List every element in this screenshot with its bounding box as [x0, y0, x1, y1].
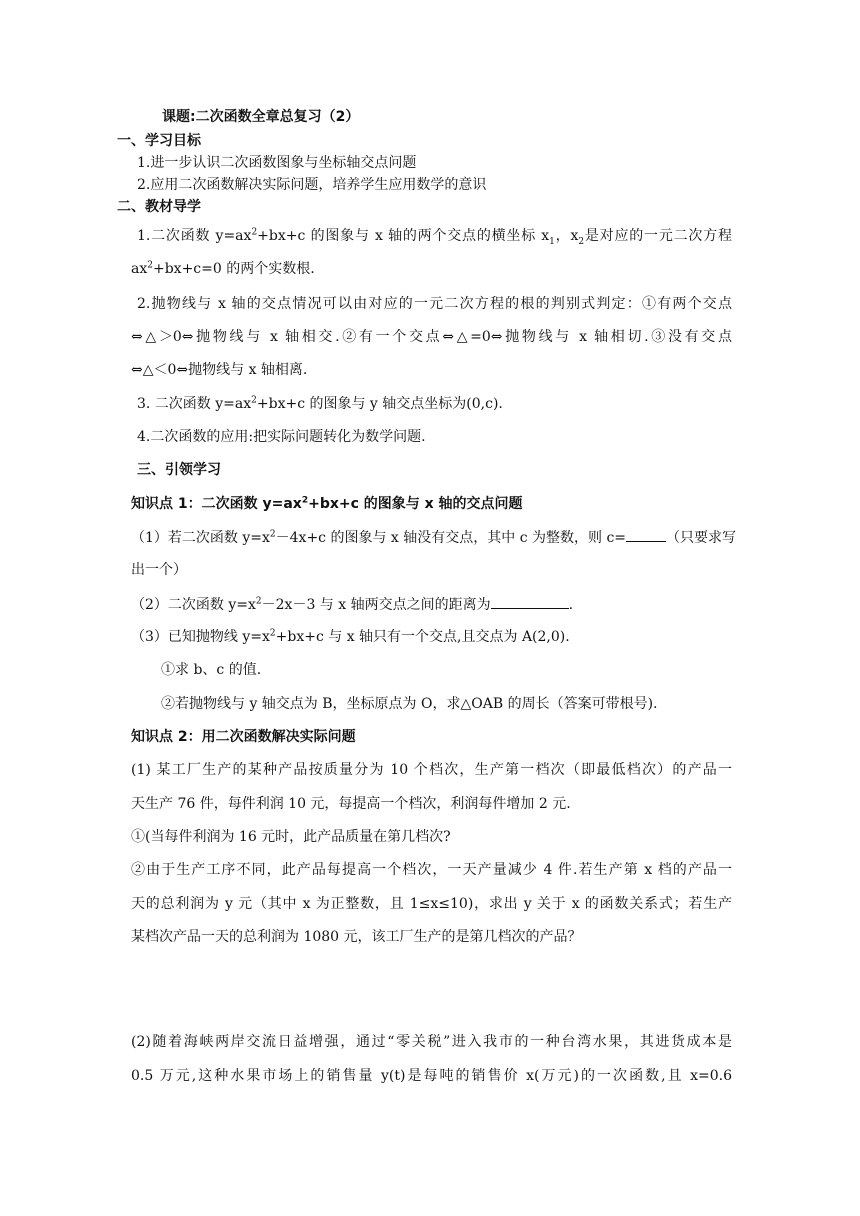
problem-1-line-2: 天生产 76 件，每件利润 10 元，每提高一个档次，利润每件增加 2 元.	[131, 796, 571, 812]
question-3-part-2: ②若抛物线与 y 轴交点为 B，坐标原点为 O，求△OAB 的周长（答案可带根号).	[161, 696, 658, 712]
answer-blank[interactable]	[626, 527, 666, 542]
problem-1-question-2-line-3: 某档次产品一天的总利润为 1080 元，该工厂生产的是第几档次的产品？	[131, 929, 582, 945]
problem-1-question-2-line-2: 天的总利润为 y 元（其中 x 为正整数，且 1≤x≤10)，求出 y 关于 x 的函数关系式；若生产	[131, 896, 732, 912]
problem-1-line-1: (1) 某工厂生产的某种产品按质量分为 10 个档次，生产第一档次（即最低档次）的产品一	[131, 762, 732, 778]
answer-blank[interactable]	[491, 594, 569, 609]
guide-paragraph-4: 4.二次函数的应用:把实际问题转化为数学问题.	[137, 429, 426, 445]
question-3-part-1: ①求 b、c 的值.	[161, 662, 262, 678]
problem-2-line-1: (2)随着海峡两岸交流日益增强，通过“零关税”进入我市的一种台湾水果，其进货成本是	[131, 1034, 732, 1050]
section-heading-lead: 三、引领学习	[137, 462, 221, 478]
guide-paragraph-2-line-1: 2.抛物线与 x 轴的交点情况可以由对应的一元二次方程的根的判别式判定：①有两个交点	[137, 296, 732, 312]
problem-1-question-1: ①(当每件利润为 16 元时，此产品质量在第几档次?	[131, 829, 451, 845]
lesson-title: 课题:二次函数全章总复习（2）	[162, 109, 360, 125]
guide-paragraph-1-line-2: $ax^2+bx+c=0$ 的两个实数根.	[131, 260, 315, 277]
problem-2-line-2: 0.5 万元,这种水果市场上的销售量 y(t)是每吨的销售价 x(万元)的一次函数,且 x=0.6	[131, 1068, 732, 1084]
goal-item-1: 1.进一步认识二次函数图象与坐标轴交点问题	[137, 155, 417, 171]
question-2: （2）二次函数 $y=x^2-2x-3$ 与 x 轴两交点之间的距离为 .	[131, 594, 573, 615]
goal-item-2: 2.应用二次函数解决实际问题，培养学生应用数学的意识	[137, 177, 487, 193]
question-1-line-1: （1）若二次函数 $y=x^2-4x+c$ 的图象与 x 轴没有交点，其中 c 为整数，则 c= （只要求写	[131, 527, 732, 548]
guide-paragraph-3: 3. 二次函数 $y=ax^2+bx+c$ 的图象与 y 轴交点坐标为(0,c).	[137, 395, 503, 412]
section-heading-goals: 一、学习目标	[117, 133, 201, 149]
question-3: （3）已知抛物线 $y=x^2+bx+c$ 与 x 轴只有一个交点,且交点为 A(2,0).	[131, 628, 570, 645]
guide-paragraph-1-line-1: 1.二次函数 $y=ax^2+bx+c$ 的图象与 x 轴的两个交点的横坐标 $x_1$，$x_2$是对应的一元二次方程	[137, 227, 732, 247]
problem-1-question-2-line-1: ②由于生产工序不同，此产品每提高一个档次，一天产量减少 4 件.若生产第 x 档的产品一	[131, 862, 732, 878]
guide-paragraph-2-line-2: ⇔△＞0⇔抛物线与 x 轴相交.②有一个交点⇔△=0⇔抛物线与 x 轴相切.③没有交点	[131, 329, 732, 345]
guide-paragraph-2-line-3: ⇔△＜0⇔抛物线与 x 轴相离.	[131, 362, 308, 378]
knowledge-point-2-heading: 知识点 2：用二次函数解决实际问题	[131, 729, 356, 745]
question-1-line-2: 出一个）	[131, 562, 187, 578]
knowledge-point-1-heading: 知识点 1：二次函数 $y=ax^2+bx+c$ 的图象与 x 轴的交点问题	[131, 495, 523, 512]
section-heading-guide: 二、教材导学	[117, 199, 201, 215]
